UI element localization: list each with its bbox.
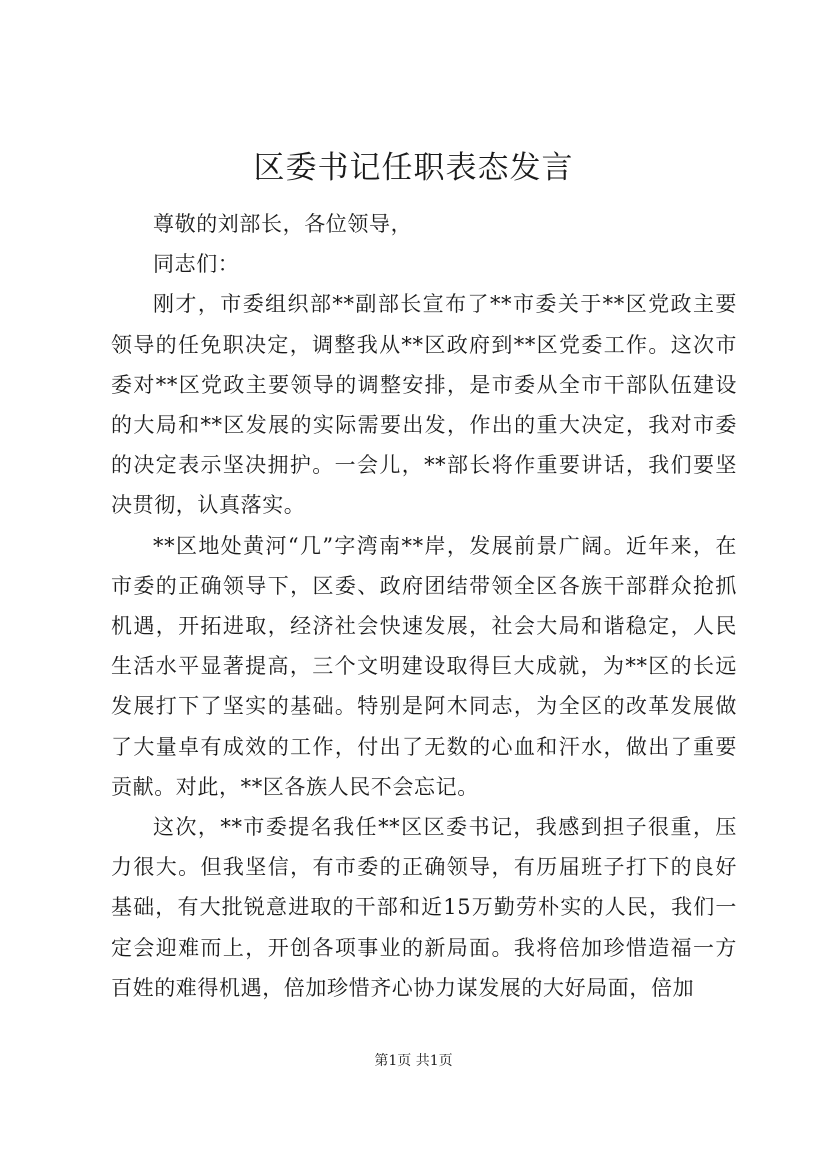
body-paragraph: 刚才，市委组织部**副部长宣布了**市委关于**区党政主要领导的任免职决定，调整我从**区政府到**区党委工作。这次市委对**区党政主要领导的调整安排，是市委从全市干部队伍建设的大局和**区发展的实际需要出发，作出的重大决定，我对市委的决定表示坚决拥护。一会儿，**部长将作重要讲话，我们要坚决贯彻，认真落实。 <box>111 292 737 518</box>
page-footer: 第1页 共1页 <box>374 1053 453 1069</box>
document-title: 区委书记任职表态发言 <box>253 150 574 186</box>
body-paragraph: **区地处黄河“几”字湾南**岸，发展前景广阔。近年来，在市委的正确领导下，区委、政府团结带领全区各族干部群众抢抓机遇，开拓进取，经济社会快速发展，社会大局和谐稳定，人民生活水平显著提高，三个文明建设取得巨大成就，为**区的长远发展打下了坚实的基础。特别是阿木同志，为全区的改革发展做了大量卓有成效的工作，付出了无数的心血和汗水，做出了重要贡献。对此，**区各族人民不会忘记。 <box>111 533 737 799</box>
document-body <box>111 204 737 1008</box>
body-paragraph: 这次，**市委提名我任**区区委书记，我感到担子很重，压力很大。但我坚信，有市委的正确领导，有历届班子打下的良好基础，有大批锐意进取的干部和近15万勤劳朴实的人民，我们一定会迎难而上，开创各项事业的新局面。我将倍加珍惜造福一方百姓的难得机遇，倍加珍惜齐心协力谋发展的大好局面，倍加 <box>111 815 737 1000</box>
salutation-paragraph: 同志们： <box>153 252 240 277</box>
salutation-paragraph: 尊敬的刘部长，各位领导， <box>153 212 413 236</box>
